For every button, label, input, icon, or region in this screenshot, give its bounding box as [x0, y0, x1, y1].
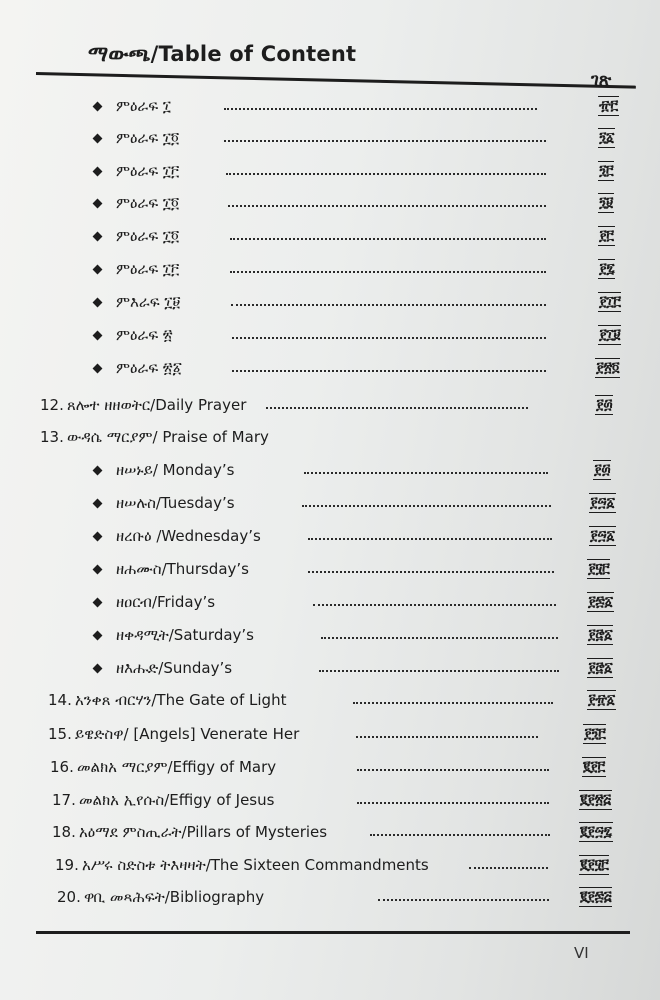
dot-leader	[321, 637, 558, 639]
entry-page-number: ፻፺፫	[584, 726, 606, 742]
bullet-icon	[93, 134, 103, 144]
entry-label: አንቀጸ ብርሃን/The Gate of Light	[75, 691, 287, 709]
bullet-icon	[93, 664, 103, 674]
dot-leader	[353, 702, 553, 704]
toc-entry	[0, 887, 660, 911]
entry-page-number: ፻፵፩	[590, 528, 615, 544]
dot-leader	[308, 571, 554, 573]
entry-label: ዘሠኑይ/ Monday’s	[116, 461, 235, 479]
entry-label: ዘእሑድ/Sunday’s	[116, 659, 233, 677]
toc-entry	[0, 592, 660, 616]
dot-leader	[308, 538, 552, 540]
bullet-icon	[93, 466, 103, 476]
toc-entry	[0, 193, 660, 217]
entry-page-number: ፻፴	[594, 462, 611, 478]
entry-label: ውዳሴ ማርያም/ Praise of Mary	[67, 428, 269, 446]
toc-entry	[0, 855, 660, 879]
footer-page-number: VI	[574, 944, 589, 962]
bullet-icon	[93, 232, 103, 242]
entry-number: 12.	[40, 396, 64, 414]
entry-page-number: ፪፻፵፯	[580, 824, 612, 840]
entry-label: ዋቢ መጻሕፍት/Bibliography	[84, 888, 265, 906]
entry-label: ዘሐሙስ/Thursday’s	[116, 560, 249, 578]
page-column-label: ገጽ	[591, 70, 612, 90]
toc-entry	[0, 128, 660, 152]
entry-number: 16.	[50, 758, 74, 776]
entry-label: ዘሠሉስ/Tuesday’s	[116, 494, 235, 512]
bullet-icon	[93, 364, 103, 374]
header-rule	[36, 72, 636, 89]
dot-leader	[302, 505, 551, 507]
entry-label: ምዕራፍ ፳	[116, 326, 173, 344]
entry-page-number: ፻፳፬	[596, 360, 620, 376]
entry-number: 17.	[52, 791, 76, 809]
dot-leader	[356, 736, 538, 738]
toc-entry	[0, 427, 660, 451]
entry-label: ምዕራፍ ፲፫	[116, 260, 180, 278]
entry-number: 18.	[52, 823, 76, 841]
entry-label: ምዕራፍ ፲፬	[116, 227, 180, 245]
entry-label: ምዕራፍ ፳፩	[116, 359, 182, 377]
entry-page-number: ፹፫	[599, 98, 618, 114]
dot-leader	[266, 407, 528, 409]
entry-page-number: ፪፻፷፭	[580, 889, 612, 905]
toc-entry	[0, 493, 660, 517]
bullet-icon	[93, 199, 103, 209]
bullet-icon	[93, 102, 103, 112]
bullet-icon	[93, 499, 103, 509]
entry-label: ምዕራፍ ፲፬	[116, 129, 180, 147]
dot-leader	[230, 238, 546, 240]
toc-entry	[0, 358, 660, 382]
dot-leader	[378, 899, 549, 901]
dot-leader	[224, 108, 537, 110]
entry-label: አዕማደ ምስጢራት/Pillars of Mysteries	[79, 823, 328, 841]
toc-entry	[0, 161, 660, 185]
toc-entry	[0, 690, 660, 714]
entry-page-number: ፻፵፩	[590, 495, 615, 511]
entry-page-number: ፪፻፶፫	[580, 857, 609, 873]
entry-label: አሥሩ ስድስቱ ትእዛዛት/The Sixteen Commandments	[82, 856, 429, 874]
bullet-icon	[93, 565, 103, 575]
dot-leader	[304, 472, 548, 474]
dot-leader	[232, 337, 546, 339]
dot-leader	[357, 802, 549, 804]
entry-page-number: ፻፹፩	[588, 692, 615, 708]
toc-entry	[0, 526, 660, 550]
entry-label: ይዌድስዋ/ [Angels] Venerate Her	[75, 725, 300, 743]
entry-page-number: ፪፻፳፭	[580, 792, 611, 808]
entry-page-number: ፻፸፩	[588, 660, 613, 676]
entry-page-number: ፪፻፫	[583, 759, 605, 775]
page-title: ማውጫ/Table of Content	[88, 42, 357, 66]
toc-entry	[0, 559, 660, 583]
entry-number: 14.	[48, 691, 72, 709]
entry-page-number: ፻፷፩	[588, 594, 613, 610]
entry-label: ምዕራፍ ፲፫	[116, 162, 180, 180]
entry-page-number: ፻፯	[599, 261, 615, 277]
entry-label: ምዕራፍ ፲፬	[116, 194, 180, 212]
bullet-icon	[93, 331, 103, 341]
dot-leader	[357, 769, 549, 771]
bullet-icon	[93, 265, 103, 275]
entry-page-number: ፺፫	[599, 163, 614, 179]
toc-entry	[0, 395, 660, 419]
dot-leader	[319, 670, 559, 672]
entry-number: 20.	[57, 888, 81, 906]
entry-label: መልክአ ማርያም/Effigy of Mary	[77, 758, 277, 776]
dot-leader	[469, 867, 548, 869]
entry-label: ምዕራፍ ፲	[116, 97, 171, 115]
bullet-icon	[93, 598, 103, 608]
entry-label: ምእራፍ ፲፱	[116, 293, 181, 311]
entry-page-number: ፺፱	[599, 195, 613, 211]
entry-label: ጸሎተ ዘዘወትር/Daily Prayer	[67, 396, 247, 414]
toc-entry	[0, 292, 660, 316]
entry-page-number: ፻፫	[599, 228, 614, 244]
entry-page-number: ፻፶፫	[588, 561, 610, 577]
toc-entry	[0, 226, 660, 250]
dot-leader	[224, 140, 546, 142]
entry-page-number: ፻፲፫	[599, 294, 621, 310]
entry-label: ዘቀዳሚት/Saturday’s	[116, 626, 254, 644]
toc-entry	[0, 757, 660, 781]
entry-page-number: ፻፴	[596, 397, 613, 413]
entry-label: ዘዐርብ/Friday’s	[116, 593, 216, 611]
dot-leader	[228, 205, 546, 207]
entry-page-number: ፻፲፱	[599, 327, 621, 343]
footer-rule	[36, 931, 630, 934]
bullet-icon	[93, 532, 103, 542]
entry-page-number: ፻፸፩	[588, 627, 613, 643]
toc-entry	[0, 460, 660, 484]
dot-leader	[231, 304, 546, 306]
toc-entry	[0, 658, 660, 682]
toc-entry	[0, 259, 660, 283]
bullet-icon	[93, 298, 103, 308]
entry-number: 15.	[48, 725, 72, 743]
dot-leader	[370, 834, 550, 836]
toc-entry	[0, 822, 660, 846]
toc-entry	[0, 625, 660, 649]
toc-entry	[0, 790, 660, 814]
entry-number: 13.	[40, 428, 64, 446]
bullet-icon	[93, 631, 103, 641]
entry-label: ዘረቡዕ /Wednesday’s	[116, 527, 261, 545]
toc-entry	[0, 724, 660, 748]
entry-label: መልክአ ኢየሱስ/Effigy of Jesus	[79, 791, 275, 809]
dot-leader	[226, 173, 546, 175]
toc-entry	[0, 96, 660, 120]
dot-leader	[230, 271, 546, 273]
dot-leader	[313, 604, 556, 606]
dot-leader	[232, 370, 546, 372]
entry-number: 19.	[55, 856, 79, 874]
toc-entry	[0, 325, 660, 349]
entry-page-number: ፺፩	[599, 130, 615, 146]
bullet-icon	[93, 167, 103, 177]
